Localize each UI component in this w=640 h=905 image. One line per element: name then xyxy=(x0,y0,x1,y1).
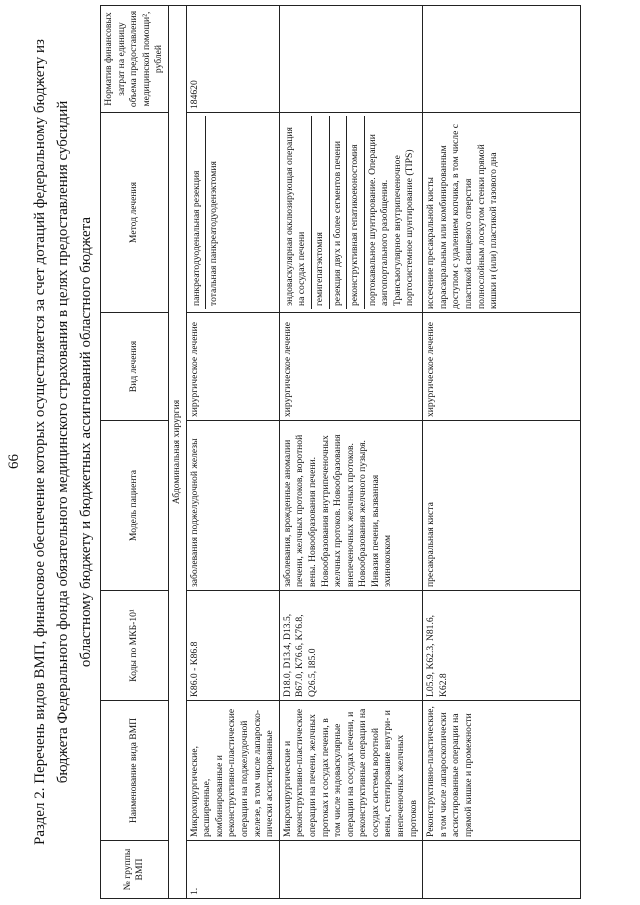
header-group-no: № группы ВМП xyxy=(101,841,169,899)
cell-icd: K86.0 - K86.8 xyxy=(186,591,279,701)
header-method: Метод лечения xyxy=(101,113,169,313)
cell-cost xyxy=(423,6,581,113)
cell-cost xyxy=(279,6,423,113)
section-title: Абдоминальная хирургия xyxy=(168,6,186,899)
cell-group-no: 1. xyxy=(186,841,279,899)
cell-group-no xyxy=(423,841,581,899)
section-heading xyxy=(29,27,98,857)
header-name: Наименование вида ВМП xyxy=(101,701,169,841)
heading-line-3: областному бюджету и бюджетных ассигнований областного бюджета xyxy=(78,216,94,668)
cell-methods xyxy=(279,113,423,313)
page-number: 66 xyxy=(6,454,22,469)
cell-methods xyxy=(186,113,279,313)
cell-patient-model: пресакральная киста xyxy=(423,421,581,591)
cell-name: Реконструктивно-пластические, в том числе лапароскопически ассистированные операции на прямой кишке и промежности xyxy=(423,701,581,841)
cell-name: Микрохирургические и реконструктивно-пластические операции на печени, желчных протоках и сосудах печени, в том числе эндоваскулярные операции на сосудах печени, и реконструктивные операции на сосудах системы воротной вены, стентирование внутри- и внепеченочных желчных протоков xyxy=(279,701,423,841)
method-item: реконструктивная гепатикоеюностомия xyxy=(347,116,365,309)
method-item: резекция двух и более сегментов печени xyxy=(329,116,347,309)
method-item: портокавальное шунтирование. Операции азигопортального разобщения. Трансъюгулярное внутрипеченочное портосистемное шунтирование (TIPS) xyxy=(366,134,416,306)
header-patient-model: Модель пациента xyxy=(101,421,169,591)
cell-group-no xyxy=(279,841,423,899)
section-row xyxy=(168,6,186,899)
header-cost: Норматив финансовых затрат на единицу объема предоставления медицинской помощи², рублей xyxy=(101,6,169,113)
method-item: панкреатодуоденальная резекция xyxy=(189,116,206,309)
header-treatment-type: Вид лечения xyxy=(101,313,169,421)
cell-icd: D18.0, D13.4, D13.5, B67.0, K76.6, K76.8, Q26.5, I85.0 xyxy=(279,591,423,701)
cell-name: Микрохирургические, расширенные, комбинированные и реконструктивно-пластические операции на поджелудочной железе, в том числе лапароско-пически ассистированные xyxy=(186,701,279,841)
method-item: гемигепатэктомия xyxy=(311,116,329,309)
cell-treatment-type: хирургическое лечение xyxy=(423,313,581,421)
cell-patient-model: заболевания, врожденные аномалии печени, желчных протоков, воротной вены. Новообразования печени. Новообразования внутрипеченочных желчных протоков. Новообразования внепеченочных желчных протоков. Новообразования желчного пузыря. Инвазия печени, вызванная эхинококком xyxy=(279,421,423,591)
header-icd: Коды по МКБ-10¹ xyxy=(101,591,169,701)
cell-patient-model: заболевания поджелудочной железы xyxy=(186,421,279,591)
cell-cost: 184620 xyxy=(186,6,279,113)
header-row xyxy=(101,6,169,899)
table-row xyxy=(186,6,279,899)
cell-methods: иссечение пресакральной кисты парасакральным или комбинированным доступом с удалением копчика, в том числе с пластикой свищевого отверстия полнослойным лоскутом стенки прямой кишки и (или) пластикой тазового дна xyxy=(423,113,581,313)
method-item: тотальная панкреатодуоденэктомия xyxy=(208,161,220,306)
method-item: эндоваскулярная окклюзирующая операция на сосудах печени xyxy=(282,116,312,309)
cell-icd: L05.9, K62.3, N81.6, K62.8 xyxy=(423,591,581,701)
cell-treatment-type: хирургическое лечение xyxy=(186,313,279,421)
vmp-table xyxy=(100,5,581,899)
table-row xyxy=(279,6,423,899)
heading-line-1: Раздел 2. Перечень видов ВМП, финансовое обеспечение которых осуществляется за счет дотаций федеральному бюджету из xyxy=(32,39,48,845)
cell-treatment-type: хирургическое лечение xyxy=(279,313,423,421)
heading-line-2: бюджета Федерального фонда обязательного медицинского страхования в целях предоставления субсидий xyxy=(55,100,71,784)
table-row xyxy=(423,6,581,899)
